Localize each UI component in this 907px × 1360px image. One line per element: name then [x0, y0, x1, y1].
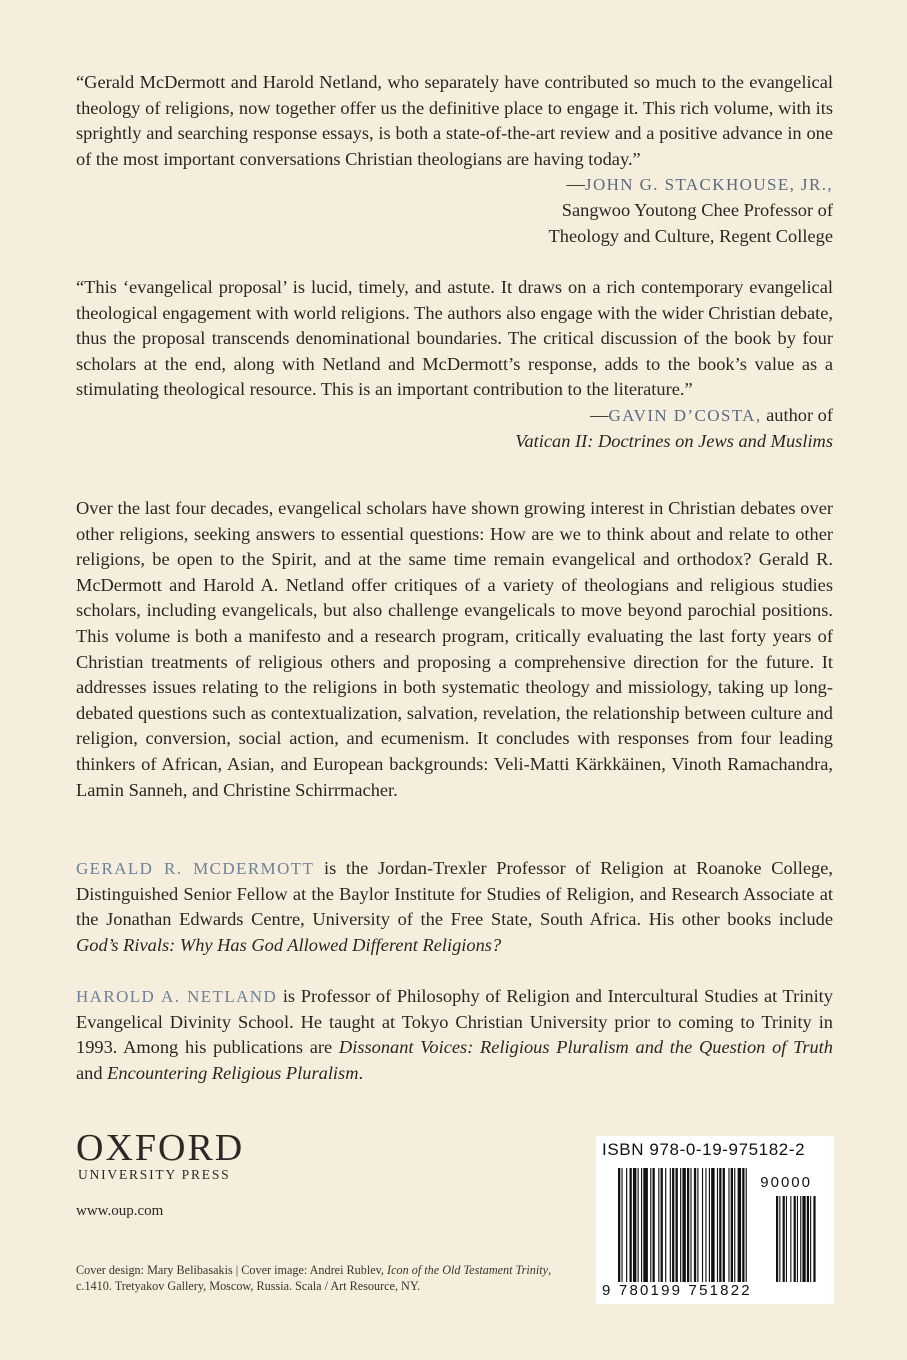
endorsement-text: “This ‘evangelical proposal’ is lucid, timely, and astute. It draws on a rich contemporary evangelical theological engagement with world religions. The authors also engage with the wider Christian debate, thus the proposal transcends denominational boundaries. The critical discussion of the book by four scholars at the end, along with Netland and McDermott’s response, adds to the book’s value as a stimulating theological resource. This is an important contribution to the literature.” — [76, 277, 833, 400]
bio-text — [76, 984, 833, 1086]
author-role-line2: Theology and Culture, Regent College — [548, 225, 833, 246]
isbn-label: ISBN 978-0-19-975182-2 — [602, 1140, 806, 1159]
publisher-subtitle: UNIVERSITY PRESS — [78, 1167, 231, 1182]
price-code: 90000 — [760, 1174, 812, 1191]
endorsement-author — [76, 172, 833, 198]
endorsement-author — [76, 403, 833, 429]
ean-digits: 9 780199 751822 — [602, 1282, 752, 1299]
credits-part1: Cover design: Mary Belibasakis | Cover image: Andrei Rublev, — [76, 1263, 388, 1277]
bio-book: God’s Rivals: Why Has God Allowed Different Religions? — [76, 934, 502, 955]
bio-book-2: Encountering Religious Pluralism — [107, 1062, 359, 1083]
author-suffix: author of — [761, 404, 833, 425]
book-description — [76, 496, 833, 803]
endorsement-dcosta — [76, 275, 833, 454]
bio-end: . — [358, 1062, 364, 1083]
bio-conjunction: and — [76, 1062, 108, 1083]
bio-text — [76, 856, 833, 958]
cover-credits — [76, 1262, 576, 1294]
publisher-logo: OXFORD — [76, 1127, 245, 1169]
bio-body: is the Jordan-Trexler Professor of Religion at Roanoke College, Distinguished Senior Fellow at the Baylor Institute for Studies of Religion, and Research Associate at the Jonathan Edwards Centre, University of the Free State, South Africa. His other books include — [76, 858, 833, 930]
author-dash: — — [566, 174, 585, 195]
bio-book-1: Dissonant Voices: Religious Pluralism and the Question of Truth — [338, 1037, 833, 1058]
author-bio-netland — [76, 984, 833, 1086]
bio-name: GERALD R. MCDERMOTT — [76, 859, 315, 878]
credits-artwork: Icon of the Old Testament Trinity — [387, 1263, 549, 1277]
endorsement-text: “Gerald McDermott and Harold Netland, who separately have contributed so much to the evangelical theology of religions, now together offer us the definitive place to engage it. This rich volume, with its sprightly and searching response essays, is both a state-of-the-art review and a positive advance in one of the most important conversations Christian theologians are having today.” — [76, 72, 833, 169]
publisher-url[interactable]: www.oup.com — [76, 1203, 164, 1219]
author-dash: — — [590, 404, 609, 425]
author-name: GAVIN D’COSTA, — [608, 405, 762, 425]
bio-name: HAROLD A. NETLAND — [76, 987, 278, 1006]
bio-body: is Professor of Philosophy of Religion and Intercultural Studies at Trinity Evangelical Divinity School. He taught at Tokyo Christian University prior to coming to Trinity in 1993. Among his publications are — [76, 986, 833, 1058]
endorsement-stackhouse — [76, 70, 833, 249]
barcode-panel — [596, 1136, 834, 1304]
description-text: Over the last four decades, evangelical scholars have shown growing interest in Christian debates over other religions, seeking answers to essential questions: How are we to think about and relate to other religions, be open to the Spirit, and at the same time remain evangelical and orthodox? Gerald R. McDermott and Harold A. Netland offer critiques of a variety of theologians and religious studies scholars, including evangelicals, but also challenge evangelicals to move beyond parochial positions. This volume is both a manifesto and a research program, critically evaluating the last forty years of Christian treatments of religious others and proposing a comprehensive direction for the future. It addresses issues relating to the religions in both systematic theology and missiology, taking up long-debated questions such as contextualization, salvation, revelation, the relationship between culture and religion, conversion, social action, and ecumenism. It concludes with responses from four leading thinkers of African, Asian, and European backgrounds: Veli-Matti Kärkkäinen, Vinoth Ramachandra, Lamin Sanneh, and Christine Schirrmacher. — [76, 498, 833, 800]
author-name: JOHN G. STACKHOUSE, JR., — [584, 175, 833, 195]
author-book-title: Vatican II: Doctrines on Jews and Muslims — [515, 430, 833, 451]
credits-part2: , c.1410. Tretyakov Gallery, Moscow, Russia. Scala / Art Resource, NY. — [76, 1263, 552, 1293]
author-bio-mcdermott — [76, 856, 833, 958]
author-role-line1: Sangwoo Youtong Chee Professor of — [561, 199, 833, 220]
